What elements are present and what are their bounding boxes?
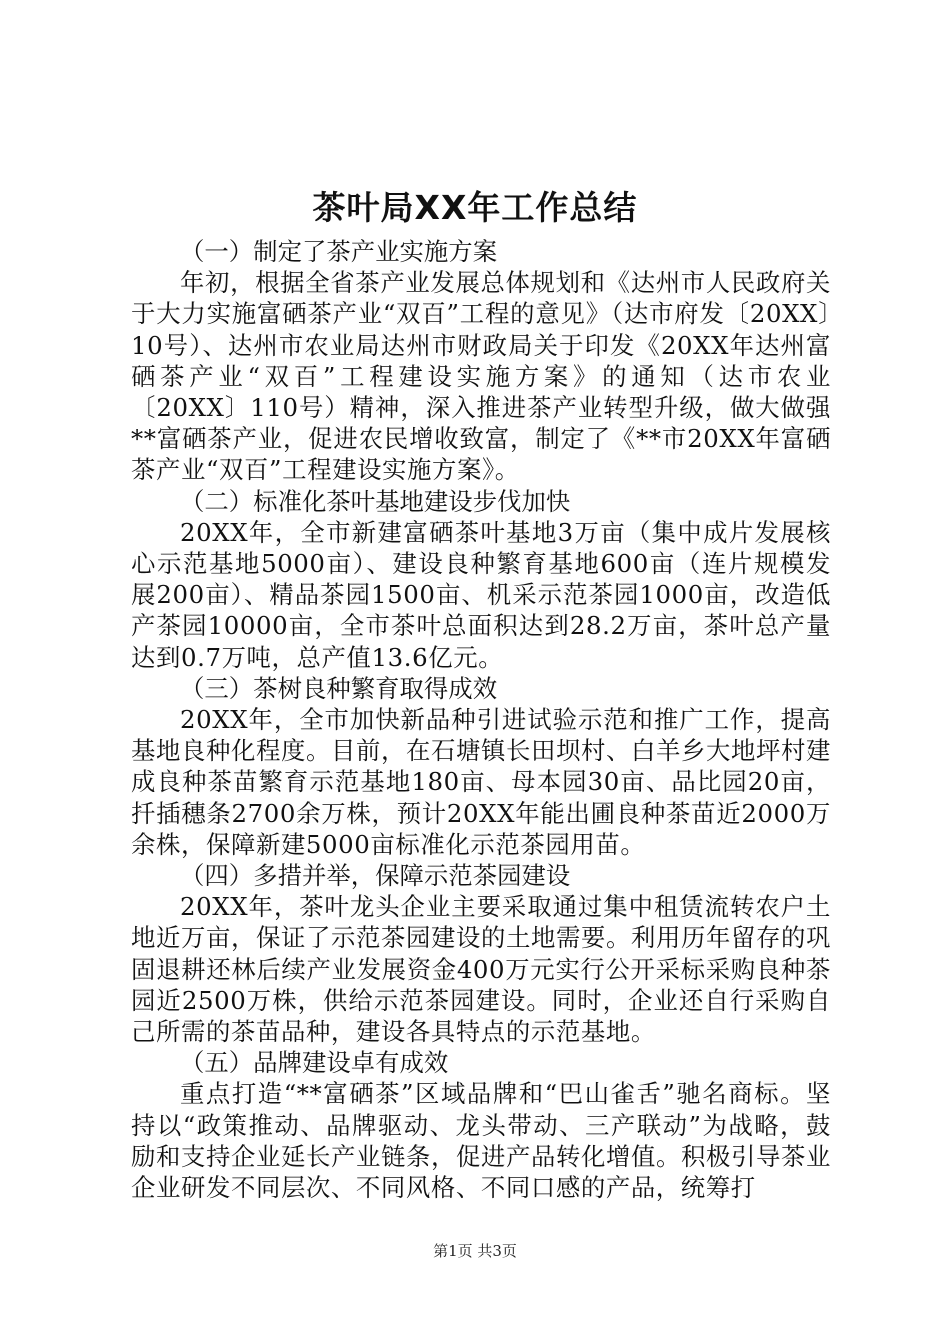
section-heading-2: （二）标准化茶叶基地建设步伐加快 (180, 486, 571, 516)
document-title: 茶叶局XX年工作总结 (312, 188, 638, 227)
page-footer: 第1页 共3页 (433, 1242, 517, 1260)
section-paragraph-4: 20XX年，茶叶龙头企业主要采取通过集中租赁流转农户土地近万亩，保证了示范茶园建设的土地需要。利用历年留存的巩固退耕还林后续产业发展资金400万元实行公开采标采购良种茶园近2500万株，供给示范茶园建设。同时，企业还自行采购自己所需的茶苗品种，建设各具特点的示范基地。 (131, 892, 831, 1047)
section-heading-1: （一）制定了茶产业实施方案 (180, 237, 498, 266)
document-body (131, 236, 831, 1203)
section-paragraph-1: 年初，根据全省茶产业发展总体规划和《达州市人民政府关于大力实施富硒茶产业“双百”工程的意见》（达市府发〔20XX〕10号）、达州市农业局达州市财政局关于印发《20XX年达州富硒茶产业“双百”工程建设实施方案》的通知（达市农业〔20XX〕110号）精神，深入推进茶产业转型升级，做大做强**富硒茶产业，促进农民增收致富，制定了《**市20XX年富硒茶产业“双百”工程建设实施方案》。 (131, 268, 831, 485)
section-paragraph-5: 重点打造“**富硒茶”区域品牌和“巴山雀舌”驰名商标。坚持以“政策推动、品牌驱动、龙头带动、三产联动”为战略，鼓励和支持企业延长产业链条，促进产品转化增值。积极引导茶业企业研发不同层次、不同风格、不同口感的产品，统筹打 (131, 1079, 831, 1203)
section-heading-3: （三）茶树良种繁育取得成效 (180, 673, 498, 703)
section-paragraph-2: 20XX年，全市新建富硒茶叶基地3万亩（集中成片发展核心示范基地5000亩）、建设良种繁育基地600亩（连片规模发展200亩）、精品茶园1500亩、机采示范茶园1000亩，改造低产茶园10000亩，全市茶叶总面积达到28.2万亩，茶叶总产量达到0.7万吨，总产值13.6亿元。 (131, 517, 831, 672)
section-paragraph-3: 20XX年，全市加快新品种引进试验示范和推广工作，提高基地良种化程度。目前，在石塘镇长田坝村、白羊乡大地坪村建成良种茶苗繁育示范基地180亩、母本园30亩、品比园20亩，扦插穗条2700余万株，预计20XX年能出圃良种茶苗近2000万余株，保障新建5000亩标准化示范茶园用苗。 (131, 705, 831, 859)
section-heading-4: （四）多措并举，保障示范茶园建设 (180, 861, 571, 891)
section-heading-5: （五）品牌建设卓有成效 (180, 1048, 449, 1078)
